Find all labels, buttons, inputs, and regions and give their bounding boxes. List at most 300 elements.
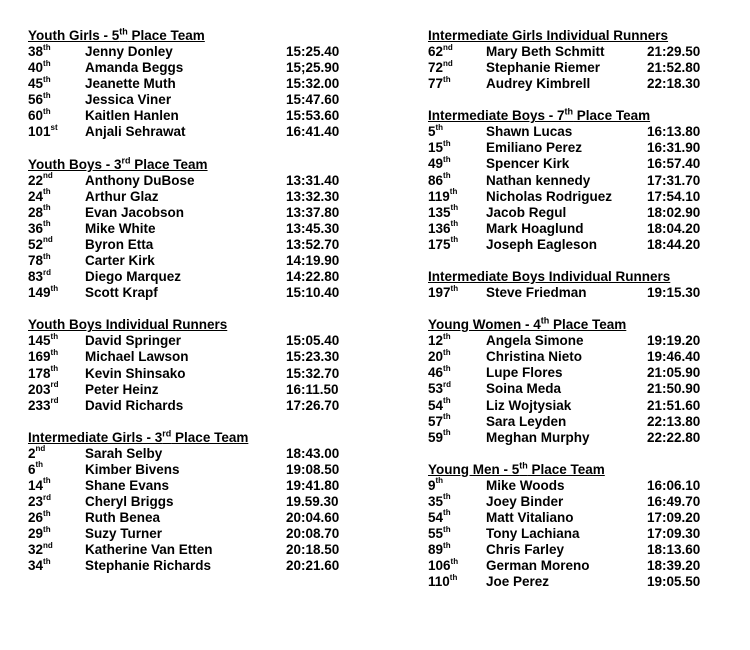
section-title xyxy=(28,28,358,44)
runner-name: Kevin Shinsako xyxy=(85,365,186,381)
place-suffix: th xyxy=(435,122,444,132)
runner-row xyxy=(28,510,358,526)
runner-place xyxy=(428,237,458,253)
place-suffix: th xyxy=(35,460,44,470)
runner-row xyxy=(428,542,728,558)
runner-place xyxy=(428,124,443,140)
place-suffix: th xyxy=(43,187,51,197)
runner-row xyxy=(428,333,728,349)
place-number: 89 xyxy=(428,542,444,558)
team-section xyxy=(28,317,358,413)
runner-time: 16:11.50 xyxy=(286,381,339,397)
runner-time: 21:50.90 xyxy=(647,381,701,397)
place-suffix: th xyxy=(43,219,51,229)
runner-name: Nicholas Rodriguez xyxy=(486,188,613,204)
runner-row xyxy=(28,558,358,574)
place-suffix: th xyxy=(443,363,451,373)
runner-time: 22:13.80 xyxy=(647,413,701,429)
place-number: 62 xyxy=(428,44,444,59)
runner-row xyxy=(428,221,728,237)
runner-place xyxy=(428,76,451,92)
runner-name: Peter Heinz xyxy=(85,381,159,397)
runner-place xyxy=(428,381,451,397)
place-number: 46 xyxy=(428,365,444,381)
runner-time: 20:08.70 xyxy=(286,526,340,542)
runner-time: 19:05.50 xyxy=(647,574,701,590)
runner-time: 17:26.70 xyxy=(286,397,340,413)
runner-place xyxy=(428,558,458,574)
runner-place xyxy=(28,462,43,478)
runner-row xyxy=(428,76,728,92)
runner-name: Tony Lachiana xyxy=(486,526,580,542)
place-suffix: th xyxy=(43,476,51,486)
runner-name: Soina Meda xyxy=(486,381,562,397)
place-number: 12 xyxy=(428,333,444,349)
place-suffix: th xyxy=(50,364,59,373)
section-title-suffix: Place Team xyxy=(127,28,205,43)
runner-row xyxy=(28,366,358,382)
place-suffix: rd xyxy=(43,267,52,277)
place-number: 20 xyxy=(428,349,444,365)
runner-place xyxy=(428,510,451,526)
runner-row xyxy=(28,189,358,205)
runner-time: 13:52.70 xyxy=(286,236,340,252)
place-number: 36 xyxy=(28,220,44,236)
runner-row xyxy=(28,285,358,301)
runner-name: Sarah Selby xyxy=(85,445,163,461)
section-title xyxy=(28,157,358,173)
runner-place xyxy=(28,108,51,124)
runner-time: 18:02.90 xyxy=(647,204,701,220)
team-section xyxy=(28,157,358,302)
runner-name: Stephanie Riemer xyxy=(486,60,601,76)
runner-row xyxy=(428,189,728,205)
runner-place xyxy=(28,124,58,140)
runner-row xyxy=(28,542,358,558)
runner-place xyxy=(428,60,453,76)
runner-row xyxy=(428,574,728,590)
runner-name: Joe Perez xyxy=(486,574,550,590)
place-number: 149 xyxy=(28,285,51,301)
runner-time: 17:09.30 xyxy=(647,526,701,542)
runner-time: 13:31.40 xyxy=(286,172,340,188)
place-suffix: th xyxy=(43,74,51,84)
runner-name: Diego Marquez xyxy=(85,269,182,285)
place-suffix: nd xyxy=(43,171,53,181)
section-title-text: Intermediate Girls Individual Runners xyxy=(428,28,669,43)
runner-row xyxy=(28,237,358,253)
runner-row xyxy=(28,205,358,221)
place-number: 34 xyxy=(28,558,44,574)
runner-place xyxy=(428,173,451,189)
place-number: 72 xyxy=(428,60,444,76)
runner-name: Scott Krapf xyxy=(85,285,158,301)
runner-time: 19.59.30 xyxy=(286,494,339,510)
runner-time: 16:06.10 xyxy=(647,477,701,493)
place-number: 86 xyxy=(428,172,444,188)
runner-row xyxy=(428,494,728,510)
runner-place xyxy=(28,60,51,76)
runner-time: 15:10.40 xyxy=(286,285,340,301)
runner-row xyxy=(28,173,358,189)
team-section xyxy=(428,269,728,301)
place-suffix: th xyxy=(43,58,51,68)
runner-place xyxy=(28,237,53,253)
runner-row xyxy=(428,60,728,76)
runner-time: 16:13.80 xyxy=(647,124,701,140)
runner-place xyxy=(28,269,51,285)
section-title-suffix: Place Team xyxy=(527,461,605,477)
runner-row xyxy=(428,414,728,430)
place-number: 45 xyxy=(28,76,44,92)
runner-place xyxy=(28,253,51,269)
place-number: 2 xyxy=(28,445,36,461)
runner-name: Matt Vitaliano xyxy=(486,509,574,525)
section-title-text: Intermediate Boys - 7 xyxy=(428,108,565,124)
runner-row xyxy=(28,76,358,92)
runner-row xyxy=(428,173,728,189)
runner-name: Mary Beth Schmitt xyxy=(486,44,605,59)
runner-time: 13:37.80 xyxy=(286,204,340,220)
runner-place xyxy=(28,494,51,510)
place-suffix: th xyxy=(443,412,451,422)
place-number: 49 xyxy=(428,156,444,172)
runner-time: 19:41.80 xyxy=(286,477,340,493)
place-suffix: th xyxy=(443,154,451,164)
section-title-text: Youth Girls - 5 xyxy=(28,28,120,43)
section-title xyxy=(428,269,728,285)
runner-row xyxy=(28,44,358,60)
runner-place xyxy=(428,574,457,590)
runner-name: David Springer xyxy=(85,333,182,349)
place-number: 29 xyxy=(28,526,44,542)
runner-row xyxy=(28,60,358,76)
place-number: 175 xyxy=(428,236,451,252)
place-number: 9 xyxy=(428,477,436,493)
runner-name: Spencer Kirk xyxy=(486,156,570,172)
runner-row xyxy=(28,398,358,414)
runner-name: Christina Nieto xyxy=(486,349,583,365)
section-title-suffix: Place Team xyxy=(549,317,627,333)
place-suffix: nd xyxy=(35,444,46,454)
place-suffix: th xyxy=(443,508,451,518)
runner-row xyxy=(28,92,358,108)
place-number: 60 xyxy=(28,108,44,124)
place-suffix: th xyxy=(43,524,51,534)
place-number: 77 xyxy=(428,76,444,92)
runner-time: 17:54.10 xyxy=(647,188,701,204)
runner-time: 13:32.30 xyxy=(286,188,340,204)
runner-name: Kaitlen Hanlen xyxy=(85,108,179,124)
runner-name: Mark Hoaglund xyxy=(486,220,584,236)
place-number: 145 xyxy=(28,333,51,349)
runner-name: Jessica Viner xyxy=(85,92,172,108)
runner-row xyxy=(428,349,728,365)
runner-place xyxy=(28,478,51,494)
place-suffix: th xyxy=(443,492,451,502)
runner-place xyxy=(28,76,51,92)
place-number: 106 xyxy=(428,558,451,574)
runner-place xyxy=(428,542,451,558)
runner-name: Shane Evans xyxy=(85,477,170,493)
runner-name: Arthur Glaz xyxy=(85,188,159,204)
runner-name: Mike Woods xyxy=(486,477,565,493)
runner-time: 19:08.50 xyxy=(286,461,340,477)
place-number: 32 xyxy=(28,542,44,558)
place-number: 26 xyxy=(28,510,44,526)
runner-place xyxy=(28,333,58,349)
section-title-ordinal: rd xyxy=(162,428,172,439)
runner-time: 21:05.90 xyxy=(647,365,701,381)
place-number: 101 xyxy=(28,124,51,140)
place-suffix: th xyxy=(450,203,459,213)
runner-row xyxy=(428,398,728,414)
section-title xyxy=(428,108,728,124)
section-title xyxy=(28,317,358,333)
section-title xyxy=(28,430,358,446)
section-title-ordinal: th xyxy=(119,26,128,37)
runner-row xyxy=(28,253,358,269)
runner-name: Evan Jacobson xyxy=(85,204,185,220)
runner-name: Mike White xyxy=(85,220,156,236)
runner-time: 16:49.70 xyxy=(647,493,701,509)
runner-place xyxy=(28,44,51,60)
place-suffix: rd xyxy=(50,396,59,406)
runner-name: Meghan Murphy xyxy=(486,429,590,445)
runner-row xyxy=(428,124,728,140)
section-title-text: Young Women - 4 xyxy=(428,317,541,333)
section-title-suffix: Place Team xyxy=(573,108,651,124)
runner-time: 13:45.30 xyxy=(286,220,340,236)
runner-time: 19:15.30 xyxy=(647,285,701,301)
place-suffix: th xyxy=(43,42,51,52)
runner-time: 16:57.40 xyxy=(647,156,701,172)
runner-row xyxy=(428,140,728,156)
runner-name: Sara Leyden xyxy=(486,413,567,429)
place-suffix: th xyxy=(50,331,59,341)
runner-time: 19:46.40 xyxy=(647,349,701,365)
runner-time: 16:31.90 xyxy=(647,140,701,156)
runner-time: 15:05.40 xyxy=(286,333,340,349)
runner-name: Audrey Kimbrell xyxy=(486,76,591,92)
runner-time: 22:18.30 xyxy=(647,76,701,92)
place-suffix: th xyxy=(443,540,451,550)
runner-place xyxy=(28,542,53,558)
runner-place xyxy=(428,526,451,542)
runner-name: Angela Simone xyxy=(486,333,584,349)
runner-time: 20:21.60 xyxy=(286,558,340,574)
place-number: 197 xyxy=(428,285,451,301)
runner-row xyxy=(28,108,358,124)
runner-row xyxy=(428,365,728,381)
runner-row xyxy=(428,381,728,397)
runner-row xyxy=(28,333,358,349)
runner-time: 20:04.60 xyxy=(286,510,340,526)
runner-name: Liz Wojtysiak xyxy=(486,397,572,413)
runner-row xyxy=(428,156,728,172)
section-title-ordinal: th xyxy=(564,106,574,117)
runner-place xyxy=(428,44,453,60)
runner-name: Cheryl Briggs xyxy=(85,494,174,510)
runner-time: 18:13.60 xyxy=(647,542,701,558)
place-number: 59 xyxy=(428,429,444,445)
runner-row xyxy=(28,382,358,398)
section-title-ordinal: th xyxy=(519,460,528,471)
runner-time: 17:09.20 xyxy=(647,509,701,525)
runner-name: Nathan kennedy xyxy=(486,172,591,188)
runner-row xyxy=(428,237,728,253)
place-number: 57 xyxy=(428,413,444,429)
runner-time: 17:31.70 xyxy=(647,172,701,188)
place-number: 15 xyxy=(428,140,444,156)
place-number: 6 xyxy=(28,461,36,477)
runner-name: Chris Farley xyxy=(486,542,565,558)
runner-name: Suzy Turner xyxy=(85,526,163,542)
runner-row xyxy=(428,478,728,494)
place-suffix: nd xyxy=(443,58,453,68)
section-title-ordinal: rd xyxy=(121,155,131,166)
runner-place xyxy=(28,510,51,526)
place-number: 135 xyxy=(428,204,451,220)
runner-place xyxy=(428,333,451,349)
runner-row xyxy=(28,446,358,462)
runner-time: 15:47.60 xyxy=(286,92,340,108)
runner-name: Michael Lawson xyxy=(85,349,189,365)
runner-name: Joey Binder xyxy=(486,493,564,509)
place-number: 38 xyxy=(28,44,44,59)
place-suffix: th xyxy=(43,251,51,261)
place-number: 28 xyxy=(28,204,44,220)
runner-time: 21:51.60 xyxy=(647,397,701,413)
place-number: 5 xyxy=(428,124,436,140)
runner-row xyxy=(28,349,358,365)
right-column xyxy=(428,28,728,606)
runner-place xyxy=(28,398,59,414)
runner-time: 18:04.20 xyxy=(647,220,701,236)
runner-time: 21:52.80 xyxy=(647,60,701,76)
runner-name: Anjali Sehrawat xyxy=(85,124,186,140)
place-suffix: th xyxy=(43,556,51,566)
runner-row xyxy=(28,462,358,478)
place-suffix: th xyxy=(449,187,458,197)
runner-place xyxy=(428,349,451,365)
runner-row xyxy=(28,478,358,494)
runner-time: 14:22.80 xyxy=(286,269,340,285)
runner-name: Emiliano Perez xyxy=(486,140,583,156)
runner-row xyxy=(28,526,358,542)
place-number: 169 xyxy=(28,349,51,365)
place-suffix: nd xyxy=(43,235,53,245)
place-suffix: st xyxy=(50,122,58,132)
runner-place xyxy=(28,558,51,574)
runner-name: Katherine Van Etten xyxy=(85,542,213,558)
runner-place xyxy=(428,365,451,381)
runner-row xyxy=(428,558,728,574)
runner-name: David Richards xyxy=(85,397,184,413)
runner-name: Anthony DuBose xyxy=(85,172,195,188)
runner-name: German Moreno xyxy=(486,558,590,574)
runner-name: Ruth Benea xyxy=(85,510,161,526)
team-section xyxy=(428,462,728,591)
place-suffix: th xyxy=(43,203,51,213)
place-number: 178 xyxy=(28,365,51,381)
place-suffix: th xyxy=(450,283,459,293)
runner-time: 18:43.00 xyxy=(286,445,340,461)
runner-time: 15:25.40 xyxy=(286,44,340,59)
section-title-text: Intermediate Girls - 3 xyxy=(28,429,163,445)
section-title-text: Young Men - 5 xyxy=(428,461,520,477)
runner-name: Lupe Flores xyxy=(486,365,563,381)
place-number: 55 xyxy=(428,526,444,542)
place-number: 119 xyxy=(428,188,450,204)
runner-row xyxy=(28,269,358,285)
place-suffix: nd xyxy=(43,540,53,550)
runner-time: 15:23.30 xyxy=(286,349,340,365)
place-suffix: th xyxy=(450,219,459,229)
team-section xyxy=(428,108,728,253)
place-number: 203 xyxy=(28,381,51,397)
runner-place xyxy=(428,140,451,156)
place-suffix: th xyxy=(443,428,451,438)
section-title-suffix: Place Team xyxy=(171,429,249,445)
runner-row xyxy=(28,221,358,237)
runner-name: Kimber Bivens xyxy=(85,461,180,477)
place-number: 24 xyxy=(28,188,44,204)
left-column xyxy=(28,28,358,591)
runner-row xyxy=(428,526,728,542)
runner-name: Byron Etta xyxy=(85,236,154,252)
runner-place xyxy=(428,285,458,301)
place-number: 54 xyxy=(428,509,444,525)
section-title-text: Youth Boys - 3 xyxy=(28,156,122,172)
section-title-text: Youth Boys Individual Runners xyxy=(28,317,228,333)
section-title-suffix: Place Team xyxy=(130,156,208,172)
place-number: 23 xyxy=(28,494,44,510)
place-suffix: th xyxy=(443,524,451,534)
section-title xyxy=(428,317,728,333)
section-title-text: Intermediate Boys Individual Runners xyxy=(428,269,671,285)
runner-place xyxy=(428,430,451,446)
section-title xyxy=(428,462,728,478)
place-number: 110 xyxy=(428,574,450,590)
runner-place xyxy=(28,349,58,365)
runner-place xyxy=(28,526,51,542)
runner-time: 16:41.40 xyxy=(286,124,340,140)
section-title xyxy=(428,28,728,44)
place-suffix: th xyxy=(443,138,451,148)
place-suffix: rd xyxy=(443,379,452,389)
place-suffix: th xyxy=(50,283,59,293)
runner-time: 15:32.70 xyxy=(286,365,340,381)
place-suffix: th xyxy=(449,572,458,582)
section-title-ordinal: th xyxy=(540,315,550,326)
place-number: 83 xyxy=(28,269,44,285)
runner-time: 14:19.90 xyxy=(286,253,340,269)
runner-time: 20:18.50 xyxy=(286,542,340,558)
runner-time: 18:44.20 xyxy=(647,236,701,252)
runner-name: Steve Friedman xyxy=(486,285,587,301)
runner-time: 15:53.60 xyxy=(286,108,340,124)
runner-row xyxy=(428,510,728,526)
runner-row xyxy=(428,205,728,221)
runner-name: Stephanie Richards xyxy=(85,558,212,574)
runner-time: 22:22.80 xyxy=(647,429,701,445)
team-section xyxy=(428,28,728,92)
place-suffix: th xyxy=(43,508,51,518)
place-suffix: rd xyxy=(43,492,52,502)
team-section xyxy=(28,430,358,575)
place-suffix: th xyxy=(443,74,451,84)
